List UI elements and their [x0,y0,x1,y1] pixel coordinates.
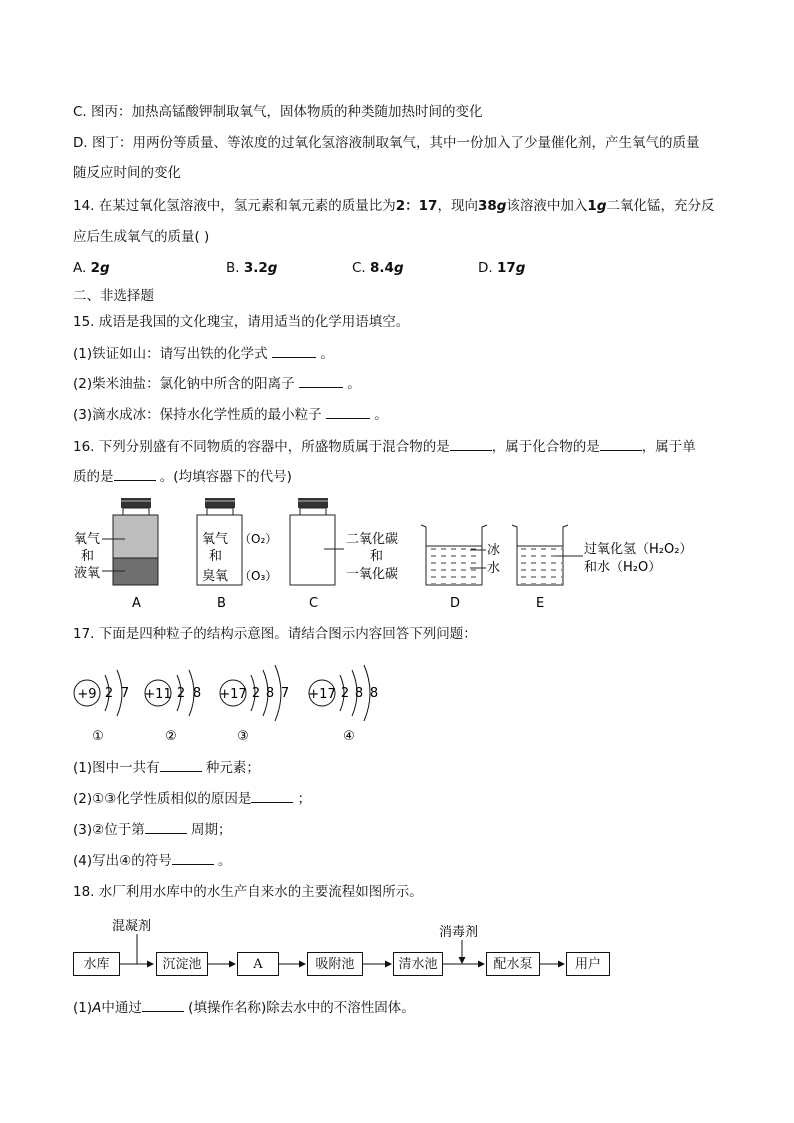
q16-text-b: ，属于化合物的是 [491,439,600,455]
answer-blank[interactable] [326,404,370,419]
q14-text-c: 该溶液中加入 [506,198,588,214]
q14-option-value: 3.2 [243,260,268,276]
flow-step-user: 用户 [566,952,610,976]
label: 二氧化碳 [346,532,399,547]
label: 水 [487,561,501,576]
q17-2-text-a: (2)①③化学性质相似的原因是 [73,791,252,807]
q16-text-d: 质的是 [73,469,114,485]
q15-2-text: (2)柴米油盐：氯化钠中所含的阳离子 [73,376,295,392]
answer-blank[interactable] [142,997,184,1012]
disinfectant-label: 消毒剂 [439,925,479,940]
answer-blank[interactable] [172,850,214,865]
q14-option-c[interactable] [352,258,404,278]
q17-1-text-a: (1)图中一共有 [73,760,160,776]
question-15-3 [73,404,388,425]
question-17-2 [73,788,311,809]
q14-option-b[interactable] [226,258,277,278]
question-15-1 [73,343,334,364]
flow-arrows [0,910,794,990]
q14-mass-1: 38 [477,198,497,214]
question-15: 15. 成语是我国的文化瑰宝，请用适当的化学用语填空。 [73,314,410,330]
q14-unit-1: g [496,198,507,214]
shell-electrons: 8 [369,686,379,701]
atom-diagrams [0,650,794,750]
q17-3-text-a: (3)②位于第 [73,822,145,838]
section-heading: 二、非选择题 [73,288,154,304]
atom-4 [308,665,378,744]
q14-option-value: 2 [90,260,100,276]
nucleus-charge: +17 [308,687,336,702]
option-d-line2: 随反应时间的变化 [73,165,181,181]
containers-figure [0,490,794,620]
answer-blank[interactable] [272,343,316,358]
q14-text-a: 14. 在某过氧化氢溶液中，氢元素和氧元素的质量比为 [73,198,396,214]
shell-electrons: 8 [192,686,202,701]
flow-step-clear-water: 清水池 [393,952,443,976]
answer-blank[interactable] [299,373,343,388]
atom-2 [144,670,201,744]
q14-mass-2: 1 [587,198,597,214]
container-e [512,525,692,611]
label: 和水（H₂O） [584,560,662,575]
q16-text-c: ，属于单 [641,439,696,455]
container-code: D [450,596,461,611]
q14-text-d: 二氧化锰，充分反 [606,198,715,214]
q14-option-letter: C. [352,260,366,276]
q17-4-text-a: (4)写出④的符号 [73,853,172,869]
question-18-1 [73,997,415,1018]
question-17-1 [73,757,260,778]
answer-blank[interactable] [114,466,156,481]
bottle-stopper [121,498,151,508]
answer-blank[interactable] [145,819,187,834]
answer-blank[interactable] [251,788,293,803]
atom-1 [74,670,129,744]
q14-option-unit: g [515,260,526,276]
container-code: A [132,596,141,611]
atom-number: ④ [343,729,355,744]
q14-option-unit: g [267,260,278,276]
question-17: 17. 下面是四种粒子的结构示意图。请结合图示内容回答下列问题： [73,626,477,642]
shell-electrons: 8 [265,686,275,701]
q14-ratio: 2：17 [395,198,438,214]
flow-step-reservoir: 水库 [73,952,120,976]
q15-1-text: (1)铁证如山：请写出铁的化学式 [73,346,268,362]
atom-number: ① [92,729,104,744]
label: 臭氧 [202,569,229,584]
shell-electrons: 2 [251,686,261,701]
container-code: E [536,596,545,611]
container-code: C [309,596,319,611]
q17-1-text-b: 种元素； [205,760,260,776]
q18-1-text-c: 中通过 [101,1000,142,1016]
question-16-line2 [73,466,292,487]
q16-text-e: 。(均填容器下的代号) [159,469,292,485]
question-17-4 [73,850,232,871]
shell-electrons: 2 [104,686,114,701]
coagulant-label: 混凝剂 [112,919,152,934]
shell-electrons: 2 [340,686,350,701]
container-c [290,498,398,611]
formula: （O₂） [239,532,278,546]
label: 和 [370,549,384,564]
container-b [197,498,277,611]
q14-option-value: 17 [496,260,516,276]
q17-4-text-b: 。 [218,853,232,869]
answer-blank[interactable] [160,757,202,772]
label: 一氧化碳 [346,567,399,582]
q14-text-b: ，现向 [437,198,478,214]
atom-3 [219,665,289,744]
q14-option-letter: D. [478,260,493,276]
q14-option-a[interactable] [73,258,110,278]
q14-option-value: 8.4 [370,260,394,276]
q14-unit-2: g [596,198,607,214]
q14-option-unit: g [393,260,404,276]
shell-electrons: 8 [354,686,364,701]
answer-blank[interactable] [450,436,492,451]
label: 过氧化氢（H₂O₂） [584,542,693,557]
q14-option-letter: B. [226,260,240,276]
flow-step-pump: 配水泵 [486,952,540,976]
q18-1-text-d: (填操作名称)除去水中的不溶性固体。 [188,1000,415,1016]
atom-number: ③ [237,729,249,744]
period: 。 [320,346,334,362]
question-14-line2: 应后生成氧气的质量( ) [73,229,210,245]
q14-option-d[interactable] [478,258,525,278]
atom-number: ② [165,729,177,744]
q15-3-text: (3)滴水成冰：保持水化学性质的最小粒子 [73,407,322,423]
shell-electrons: 7 [120,686,130,701]
nucleus-charge: +17 [219,687,247,702]
formula: （O₃） [239,569,278,583]
answer-blank[interactable] [600,436,642,451]
label: 和 [209,549,223,564]
label: 冰 [487,543,501,558]
question-18: 18. 水厂利用水库中的水生产自来水的主要流程如图所示。 [73,884,423,900]
question-17-3 [73,819,232,840]
label: 氧气 [202,532,229,547]
q14-option-letter: A. [73,260,87,276]
flow-step-adsorption: 吸附池 [307,952,363,976]
question-16-line1 [73,436,696,457]
q16-text-a: 16. 下列分别盛有不同物质的容器中，所盛物质属于混合物的是 [73,439,450,455]
q17-3-text-b: 周期； [191,822,232,838]
period: 。 [374,407,388,423]
container-a [74,498,158,611]
label: 氧气 [74,532,101,547]
option-d-line1: D. 图丁：用两份等质量、等浓度的过氧化氢溶液制取氧气，其中一份加入了少量催化剂，产生氧气的质量 [73,135,700,151]
period: 。 [347,376,361,392]
question-14-line1 [73,196,715,216]
q14-option-unit: g [100,260,110,276]
q18-1-text-b: A [92,1000,102,1016]
nucleus-charge: +11 [144,687,172,702]
label: 和 [81,549,95,564]
flow-step-settling: 沉淀池 [156,952,208,976]
option-c: C. 图丙：加热高锰酸钾制取氧气，固体物质的种类随加热时间的变化 [73,104,483,120]
q17-2-text-b: ； [297,791,312,807]
flow-step-a: A [237,952,279,976]
label: 液氧 [74,566,101,581]
q18-1-text-a: (1) [73,1000,93,1016]
shell-electrons: 7 [280,686,290,701]
nucleus-charge: +9 [77,687,97,702]
shell-electrons: 2 [176,686,186,701]
container-code: B [217,596,226,611]
container-d [421,525,500,611]
question-15-2 [73,373,361,394]
